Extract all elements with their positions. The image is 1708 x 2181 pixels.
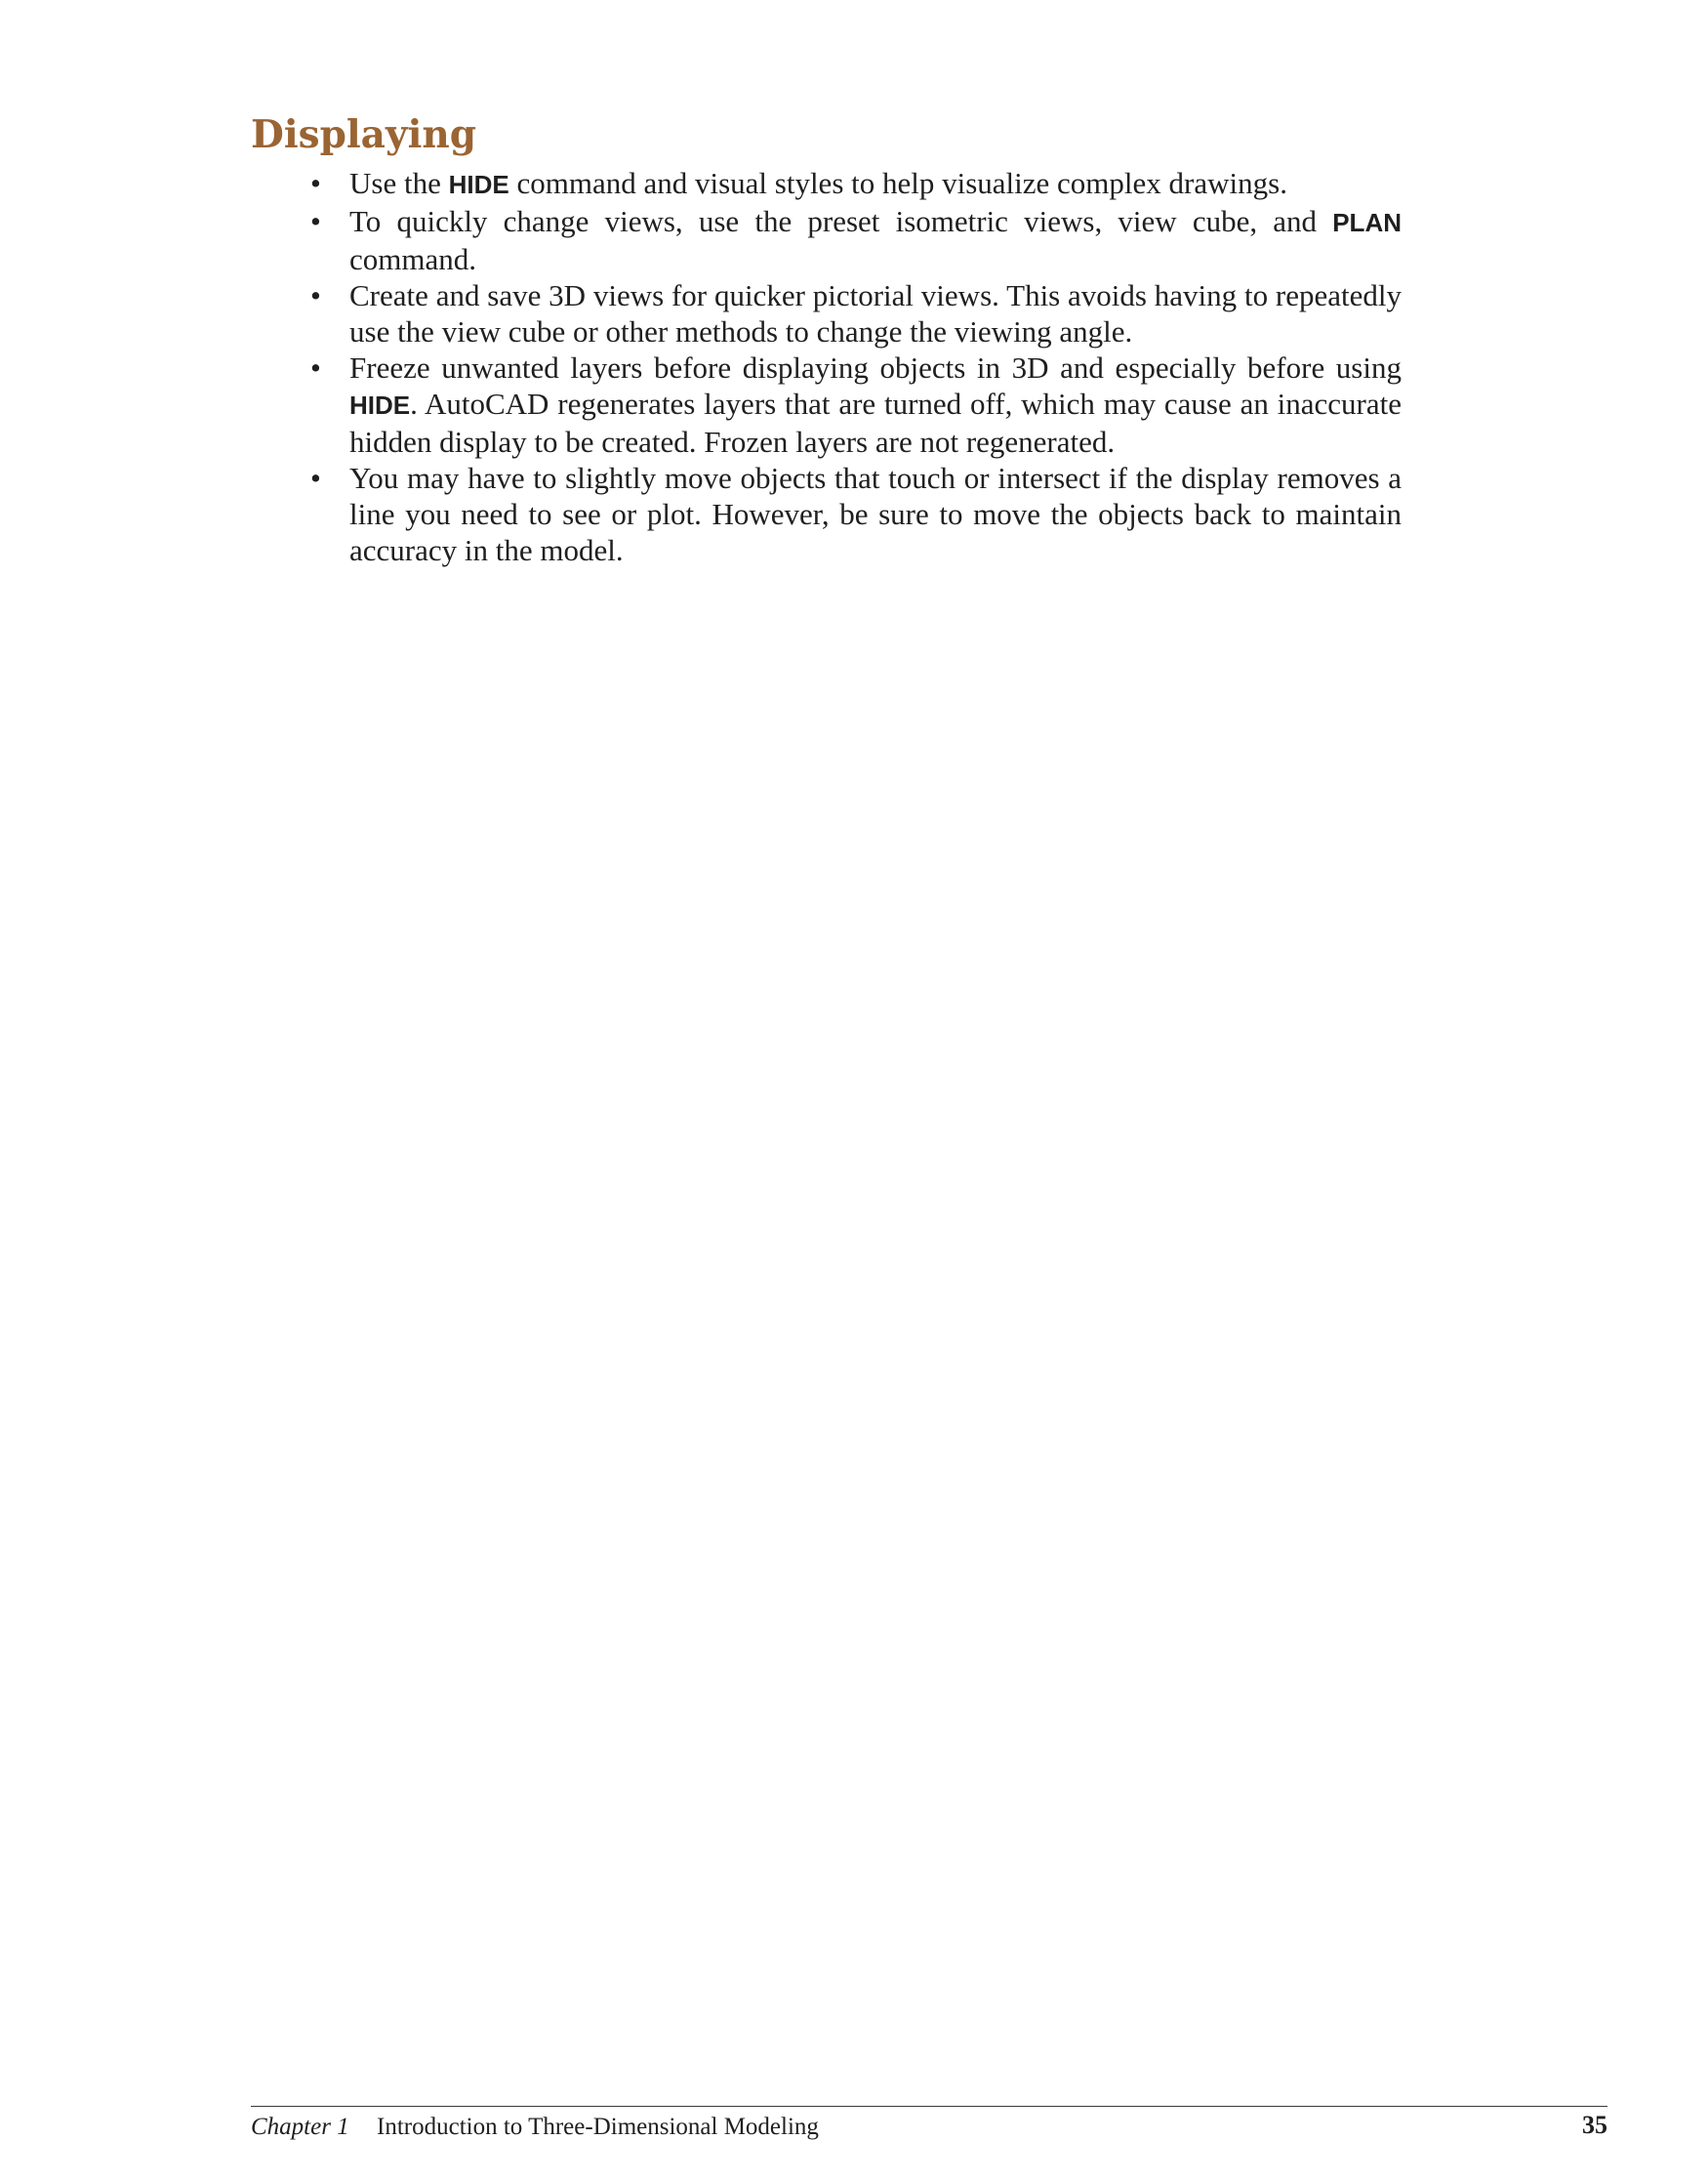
command-name: PLAN xyxy=(1332,208,1402,237)
list-item xyxy=(308,203,1402,277)
bullet-text: Use the xyxy=(349,166,449,200)
list-item xyxy=(308,460,1402,568)
list-item xyxy=(308,350,1402,460)
footer-chapter-title: Introduction to Three-Dimensional Modeling xyxy=(377,2114,819,2140)
bullet-text: command and visual styles to help visualize complex drawings. xyxy=(508,166,1287,200)
bullet-text: To quickly change views, use the preset isometric views, view cube, and xyxy=(349,204,1333,238)
page-number: 35 xyxy=(1582,2111,1607,2139)
command-name: HIDE xyxy=(448,170,509,199)
list-item xyxy=(308,277,1402,350)
bullet-icon: • xyxy=(310,350,321,385)
bullet-text: Create and save 3D views for quicker pictorial views. This avoids having to repeatedly use the view cube or other methods to change the viewing angle. xyxy=(349,278,1402,349)
list-item xyxy=(308,165,1402,203)
bullet-icon: • xyxy=(310,278,321,312)
bullet-icon: • xyxy=(310,166,321,200)
bullet-list xyxy=(308,165,1402,568)
footer-divider xyxy=(251,2106,1607,2107)
bullet-text: . AutoCAD regenerates layers that are turned off, which may cause an inaccurate hidden display to be created. Frozen layers are not regenerated. xyxy=(349,387,1402,459)
bullet-text: command. xyxy=(349,242,476,276)
bullet-text: Freeze unwanted layers before displaying objects in 3D and especially before using xyxy=(349,350,1402,385)
bullet-icon: • xyxy=(310,461,321,495)
command-name: HIDE xyxy=(349,391,411,420)
footer-chapter-label: Chapter 1 xyxy=(251,2114,349,2140)
section-heading: Displaying xyxy=(251,112,477,157)
bullet-text: You may have to slightly move objects that touch or intersect if the display removes a line you need to see or plot. However, be sure to move the objects back to maintain accuracy in the model. xyxy=(349,461,1402,567)
bullet-icon: • xyxy=(310,204,321,238)
